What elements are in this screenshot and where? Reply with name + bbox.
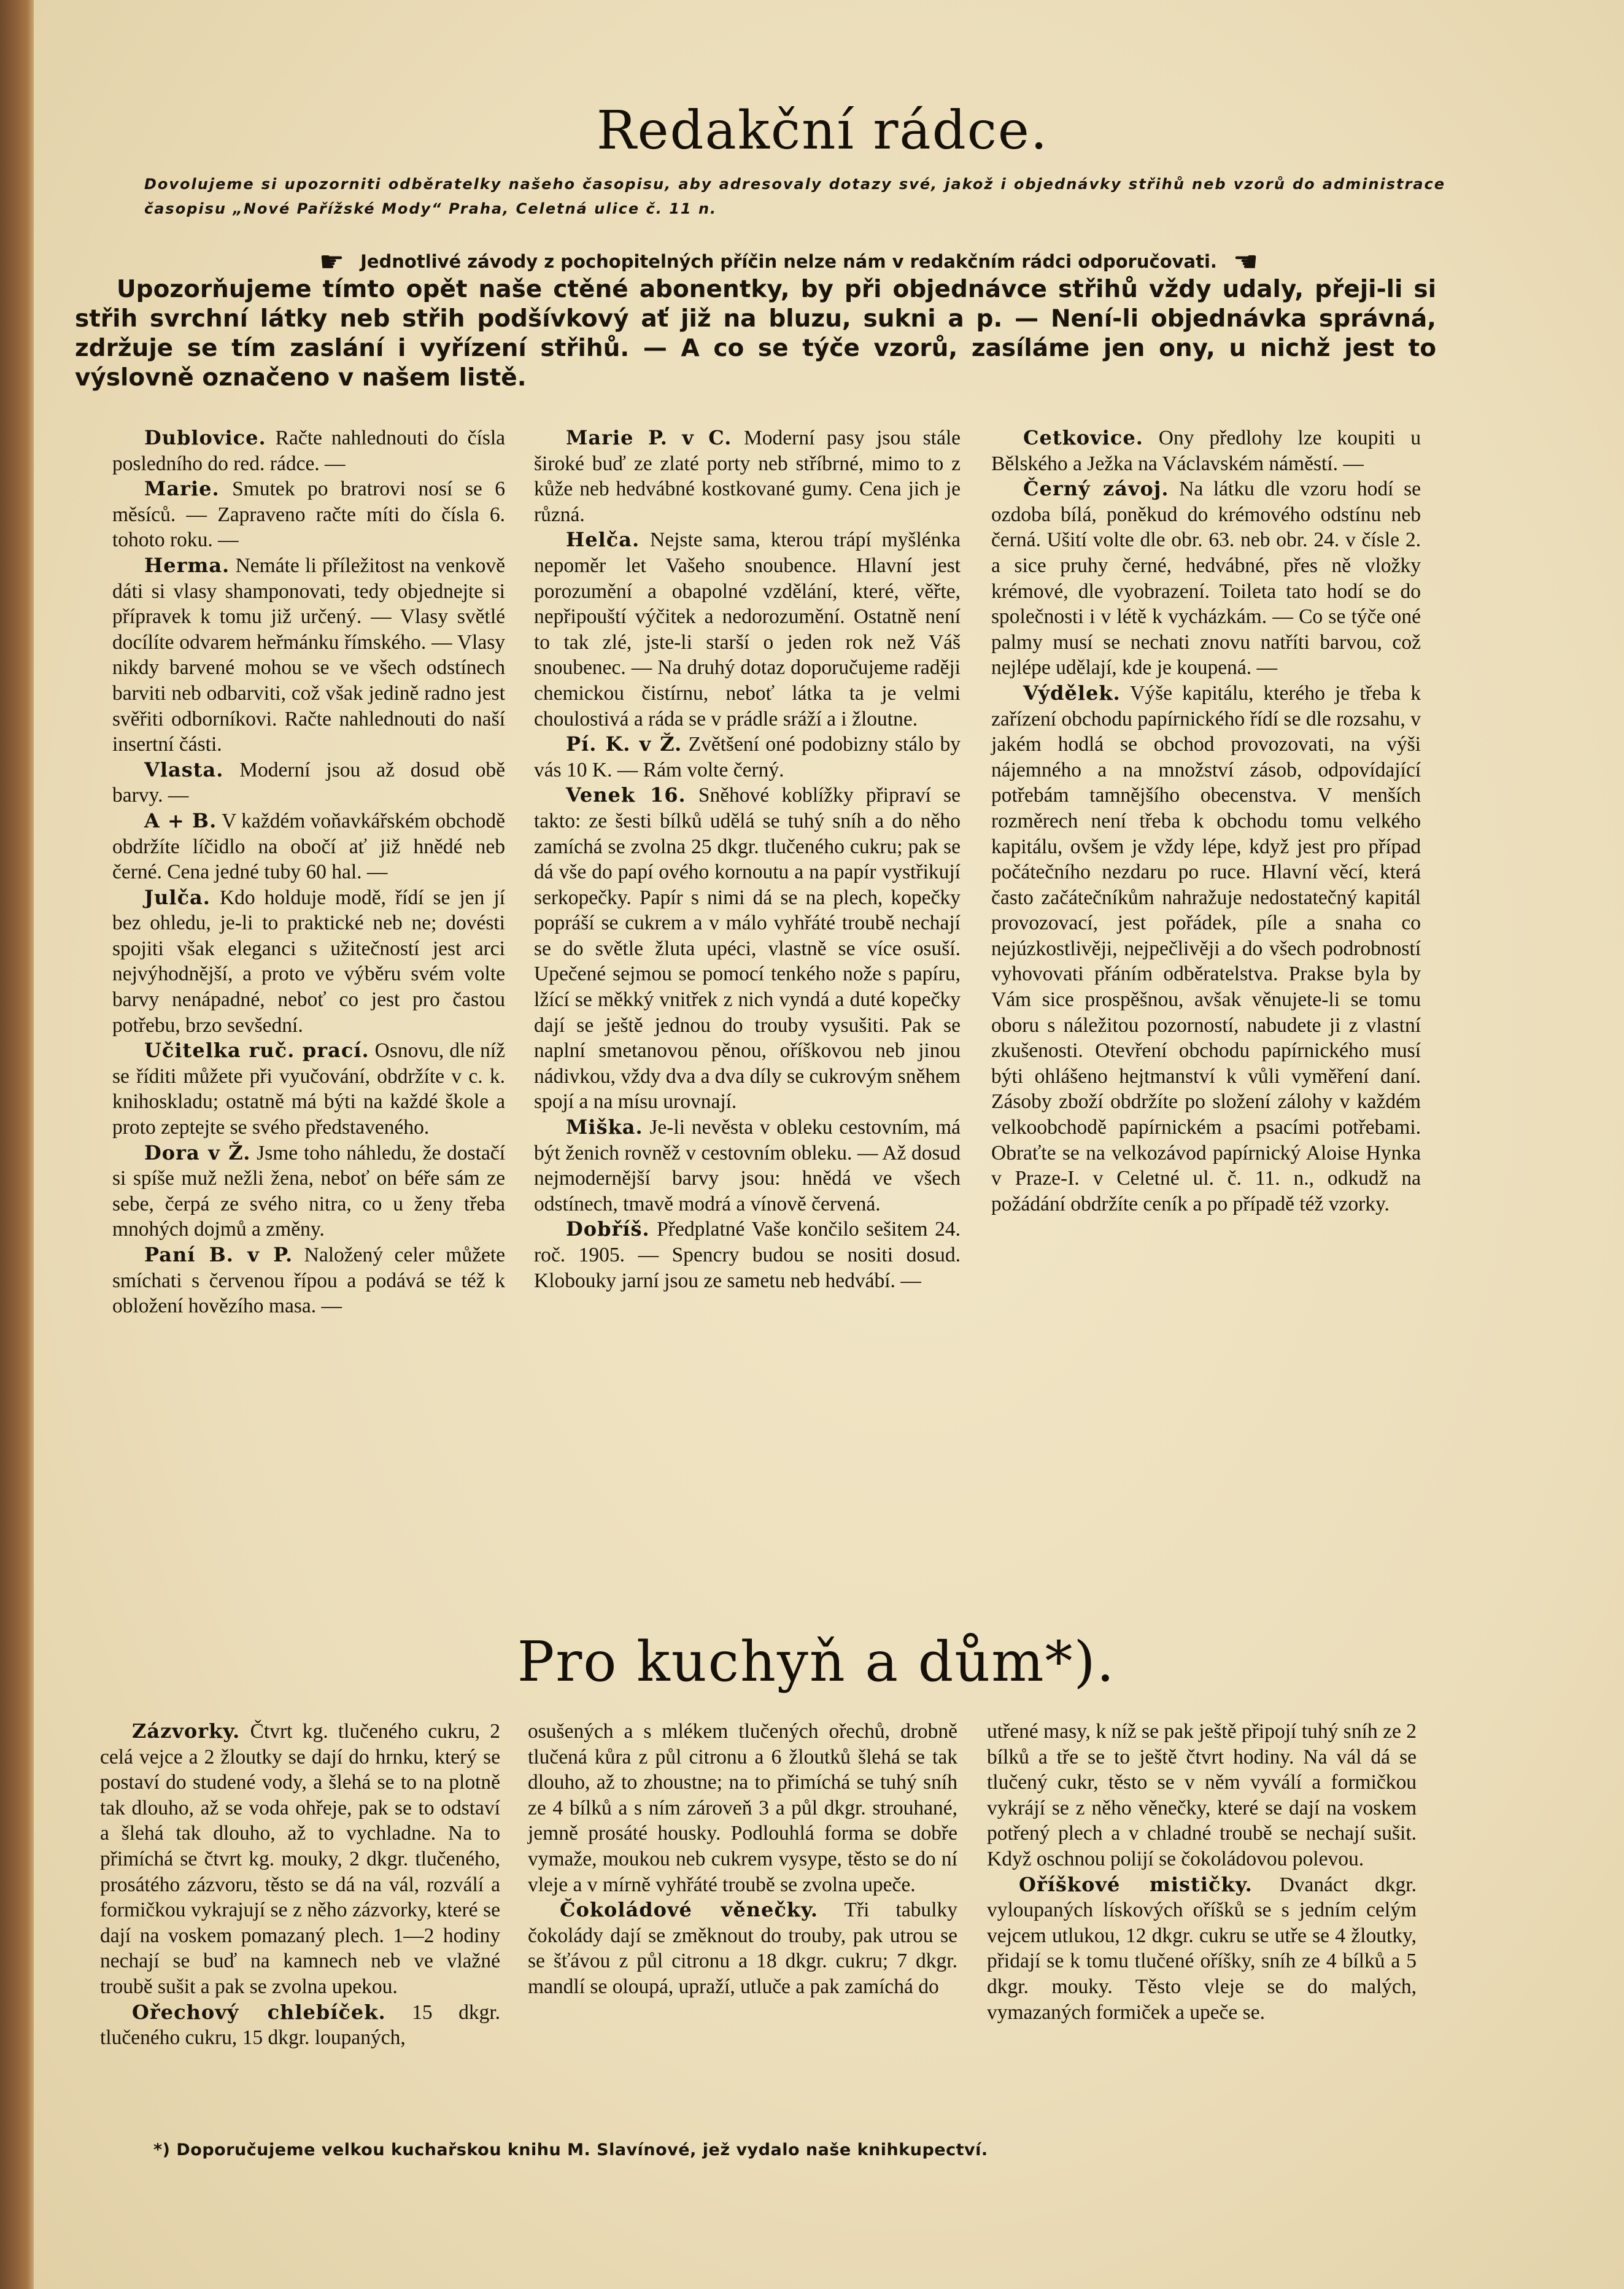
- answer-addressee: Paní B. v P.: [144, 1243, 293, 1266]
- answer-addressee: Pí. K. v Ž.: [566, 732, 682, 756]
- answer-addressee: Dora v Ž.: [144, 1141, 251, 1164]
- recipe-title: Oříškové mističky.: [1019, 1872, 1253, 1896]
- answer-addressee: Cetkovice.: [1023, 426, 1143, 449]
- answer-text: Je-li nevěsta v obleku cestovním, má být ženich rovněž v cestovním obleku. — Až dosud nejmodernější barvy jsou: hnědá ve všech odstínech, tmavě modrá a vínově červená.: [534, 1116, 961, 1215]
- recipes-column-1: [100, 1719, 500, 2051]
- section-heading-redakcni-radce: [239, 97, 1442, 165]
- recipe-item: [100, 2000, 500, 2051]
- recipe-title: Čokoládové věnečky.: [560, 1898, 819, 1922]
- answer-addressee: Učitelka ruč. prací.: [144, 1039, 369, 1063]
- recipes-column-3: [987, 1719, 1417, 2025]
- recipe-item: [528, 1719, 957, 1897]
- answers-column-3: [991, 425, 1421, 1217]
- recipe-text: Dvanáct dkgr. vyloupaných lískových oříšků se s jedním celým vejcem utlukou, 12 dkgr. cukru se utře se 4 žloutky, přidají se k tomu tlučené oříšky, sníh ze 4 bílků a 5 dkgr. mouky. Těsto vleje se do malých, vymazaných formiček a upeče se.: [987, 1873, 1417, 2024]
- answer-text: Moderní jsou až dosud obě barvy. —: [112, 758, 505, 807]
- recipe-item: [987, 1872, 1417, 2026]
- recipes-column-2: [528, 1719, 957, 2000]
- answer-addressee: Černý závoj.: [1023, 477, 1169, 501]
- recipe-item: [100, 1719, 500, 2000]
- section-title: Pro kuchyň a dům*).: [517, 1629, 1116, 1694]
- answer-addressee: Venek 16.: [566, 783, 686, 807]
- answer-item: [534, 732, 961, 783]
- answer-text: Na látku dle vzoru hodí se ozdoba bílá, poněkud do krémového odstínu neb černá. Ušití volte dle obr. 63. neb obr. 24. v čísle 2. a sice pruhy černé, hedvábné, přes ně vložky krémové, dle vyobrazení. Toileta tato hodí se do společnosti i v létě k vycházkám. — Co se týče oné palmy musí se nechati znovu natříti barvou, což nejlépe udělají, kde je koupená. —: [991, 478, 1421, 680]
- recipe-item: [528, 1897, 957, 1999]
- answer-item: [112, 885, 505, 1039]
- answer-text: Sněhové koblížky připraví se takto: ze šesti bílků udělá se tuhý sníh a do něho zamíchá se zvolna 25 dkgr. tlučeného cukru; pak se dá vše do papí ového kornoutu a na papír vystřikují serkopečky. Papír s nimi dá se na plech, kopečky popráší se cukrem a v málo vyhřáté troubě nechají se do světle žluta upéci, vlastně se více osuší. Upečené sejmou se pomocí tenkého nože s papíru, lžící se měkký vnitřek z nich vyndá a duté kopečky dají se ještě jednou do trouby vysušiti. Pak se naplní smetanovou pěnou, oříškovou neb jinou nádivkou, vždy dva a dva díly se cukrovým sněhem spojí a na mísu urovnají.: [534, 784, 961, 1114]
- answer-addressee: Marie P. v C.: [566, 426, 732, 449]
- notice-text: Jednotlivé závody z pochopitelných příčin nelze nám v redakčním rádci odporučovati.: [360, 251, 1217, 272]
- footnote: *) Doporučujeme velkou kuchařskou knihu M. Slavínové, jež vydalo naše knihkupectví.: [153, 2140, 988, 2159]
- answer-item: [991, 425, 1421, 476]
- answer-text: Nemáte li příležitost na venkově dáti si vlasy shamponovati, tedy objednejte si přípravek k tomu již určený. — Vlasy světlé docílíte odvarem heřmánku římského. — Vlasy nikdy barvené mohou se ve všech odstínech barviti neb odbarviti, což však jedině radno jest svěřiti odborníkovi. Račte nahlednouti do naší insertní části.: [112, 554, 505, 756]
- lead-paragraph: Upozorňujeme tímto opět naše ctěné abonentky, by při objednávce střihů vždy udaly, přeji-li si střih svrchní látky neb střih podšívkový ať již na bluzu, sukni a p. — Není-li objednávka správná, zdržuje se tím zaslání i vyřízení střihů. — A co se týče vzorů, zasíláme jen ony, u nichž jest to výslovně označeno v našem listě.: [75, 276, 1436, 392]
- answer-item: [112, 1038, 505, 1140]
- answer-item: [991, 681, 1421, 1217]
- pointing-hand-left-icon: ☚: [1232, 245, 1259, 278]
- answer-addressee: Dublovice.: [144, 426, 266, 449]
- answer-text: Nejste sama, kterou trápí myšlénka nepoměr let Vašeho snoubence. Hlavní jest porozumění a obapolné vzdělání, které, věřte, nepřipouští výčitek a nedorozumění. Ostatně není to tak zlé, jste-li starší o jeden rok než Váš snoubenec. — Na druhý dotaz doporučujeme raději chemickou čistírnu, neboť látka ta je velmi choulostivá a ráda se v prádle sráží a i žloutne.: [534, 529, 961, 730]
- answer-item: [112, 1141, 505, 1242]
- recipe-text: Tři tabulky čokolády dají se změknout do trouby, pak utrou se se šťávou z půl citronu a 18 dkgr. cukru; 7 dkgr. mandlí se oloupá, upraží, utluče a pak zamíchá do: [528, 1899, 957, 1998]
- answer-item: [534, 783, 961, 1115]
- answer-text: Ony předlohy lze koupiti u Bělského a Ježka na Václavském náměstí. —: [991, 427, 1421, 475]
- recipe-text: Čtvrt kg. tlučeného cukru, 2 celá vejce a 2 žloutky se dají do hrnku, který se postaví do studené vody, a šlehá se to na plotně tak dlouho, až se voda ohřeje, pak se to odstaví a šlehá tak dlouho, až to vychladne. Na to přimíchá se čtvrt kg. mouky, 2 dkgr. tlučeného, prosátého zázvoru, těsto se dá na vál, rozválí a formičkou vykrajují se z něho zázvorky, které se dají na voskem pomazaný plech. 1—2 hodiny nechají se buď na kamnech neb ve vlažné troubě sušit a pak se zvolna upekou.: [100, 1720, 500, 1998]
- answer-item: [112, 553, 505, 757]
- answer-text: Naložený celer můžete smíchati s červenou řípou a podává se též k obložení hovězího masa. —: [112, 1244, 505, 1318]
- answer-item: [534, 527, 961, 732]
- intro-note: Dovolujeme si upozorniti odběratelky našeho časopisu, aby adresovaly dotazy své, jakož i objednávky střihů neb vzorů do administrace časopisu „Nové Pařížské Mody“ Praha, Celetná ulice č. 11 n.: [144, 176, 1445, 217]
- answer-item: [112, 757, 505, 808]
- answer-item: [112, 476, 505, 553]
- answers-column-2: [534, 425, 961, 1293]
- answer-addressee: Miška.: [566, 1115, 643, 1139]
- book-binding-edge: [0, 0, 34, 2289]
- recipe-text: osušených a s mlékem tlučených ořechů, drobně tlučená kůra z půl citronu a 6 žloutků šlehá se tak dlouho, až to zhoustne; na to přimíchá se tuhý sníh ze 4 bílků a s ním zároveň 3 a půl dkgr. strouhané, jemně prosáté housky. Podlouhlá forma se dobře vymaže, moukou neb cukrem vysype, těsto se do ní vleje a v mírně vyhřáté troubě se zvolna upeče.: [528, 1720, 957, 1896]
- answer-addressee: Dobříš.: [566, 1217, 650, 1241]
- answer-item: [534, 1217, 961, 1293]
- section-title: Redakční rádce.: [596, 100, 1049, 161]
- answer-text: Zvětšení oné podobizny stálo by vás 10 K. — Rám volte černý.: [534, 733, 961, 781]
- answer-text: V každém voňavkářském obchodě obdržíte líčidlo na obočí ať již hnědé neb černé. Cena jedné tuby 60 hal. —: [112, 809, 506, 884]
- answer-addressee: Vlasta.: [144, 757, 224, 781]
- answer-text: Moderní pasy jsou stále široké buď ze zlaté porty neb stříbrné, mimo to z kůže neb hedvábné kostkované gumy. Cena jich je různá.: [534, 427, 961, 526]
- answer-addressee: Výdělek.: [1023, 681, 1121, 705]
- answer-text: Račte nahlednouti do čísla posledního do red. rádce. —: [112, 427, 505, 475]
- recipe-item: [987, 1719, 1417, 1872]
- answer-text: Jsme toho náhledu, že dostačí si spíše muž nežli žena, neboť on béře sám ze sebe, čerpá ze svého nitra, co u ženy třeba mnohých dojmů a změny.: [112, 1141, 506, 1241]
- answer-text: Smutek po bratrovi nosí se 6 měsíců. — Zapraveno račte míti do čísla 6. tohoto roku. —: [112, 478, 505, 552]
- answer-addressee: Marie.: [144, 477, 220, 501]
- answer-item: [112, 425, 505, 476]
- recipe-title: Ořechový chlebíček.: [132, 2000, 386, 2024]
- answer-item: [112, 1242, 505, 1319]
- answer-addressee: A + B.: [144, 808, 217, 832]
- answers-column-1: [112, 425, 505, 1319]
- notice-line: [129, 245, 1448, 278]
- answer-addressee: Herma.: [144, 553, 230, 577]
- recipe-text: utřené masy, k níž se pak ještě připojí tuhý sníh ze 2 bílků a tře se to ještě čtvrt hodiny. Na vál dá se tlučený cukr, těsto se v něm vyválí a formičkou vykrájí se z něho věnečky, které se dají na voskem potřený plech a v chladné troubě se nechají sušit. Když oschnou polijí se čokoládovou polevou.: [987, 1720, 1417, 1870]
- answer-item: [991, 476, 1421, 681]
- section-heading-pro-kuchyn-a-dum: [184, 1628, 1491, 1695]
- answer-text: Výše kapitálu, kterého je třeba k zařízení obchodu papírnického řídí se dle rozsahu, v jakém hodlá se obchod provozovati, na výši nájemného a na množství zásob, odpovídající potřebám tamnějšího obecenstva. V menších rozměrech není třeba k obchodu tomu velkého kapitálu, ovšem je vždy lépe, když jest pro případ počátečního nezdaru po ruce. Hlavní věcí, která často začátečníkům nahražuje nedostatečný kapitál provozovací, jest pořádek, píle a snaha co nejúzkostlivěji, nejpečlivěji a do všech podrobností vyhovovati přáním odběratelstva. Prakse byla by Vám sice prospěšnou, avšak věnujete-li se tomu oboru s náležitou pozorností, nabudete ji z vlastní zkušenosti. Otevření obchodu papírnického musí býti ohlášeno hejtmanství k vůli vyměření daní. Zásoby zboží obdržíte po složení zálohy v každém velkoobchodě papírnickém a psacími potřebami. Obraťte se na velkozávod papírnický Aloise Hynka v Praze-I. v Celetné ul. č. 11. n., odkudž na požádání obdržíte ceník a po případě též vzorky.: [991, 681, 1421, 1215]
- answer-text: Osnovu, dle níž se říditi můžete při vyučování, obdržíte v c. k. knihoskladu; ostatně má býti na každé škole a proto zeptejte se svého představeného.: [112, 1039, 505, 1139]
- answer-addressee: Helča.: [566, 528, 640, 552]
- answer-item: [534, 1115, 961, 1217]
- answer-item: [534, 425, 961, 527]
- answer-text: Předplatné Vaše končilo sešitem 24. roč. 1905. — Spencry budou se nositi dosud. Klobouky jarní jsou ze sametu neb hedvábí. —: [534, 1218, 961, 1292]
- recipe-title: Zázvorky.: [132, 1719, 241, 1743]
- recipe-text: 15 dkgr. tlučeného cukru, 15 dkgr. loupaných,: [100, 2000, 501, 2050]
- answer-item: [112, 808, 505, 885]
- answer-text: Kdo holduje modě, řídí se jen jí bez ohledu, je-li to praktické neb ne; dovésti spojiti však eleganci s užitečností jest arci nejvýhodnější, a proto ve výběru svém volte barvy nenápadné, neboť co jest pro častou potřebu, brzo sevšední.: [112, 886, 505, 1037]
- answer-addressee: Julča.: [144, 885, 211, 909]
- pointing-hand-right-icon: ☛: [319, 245, 345, 278]
